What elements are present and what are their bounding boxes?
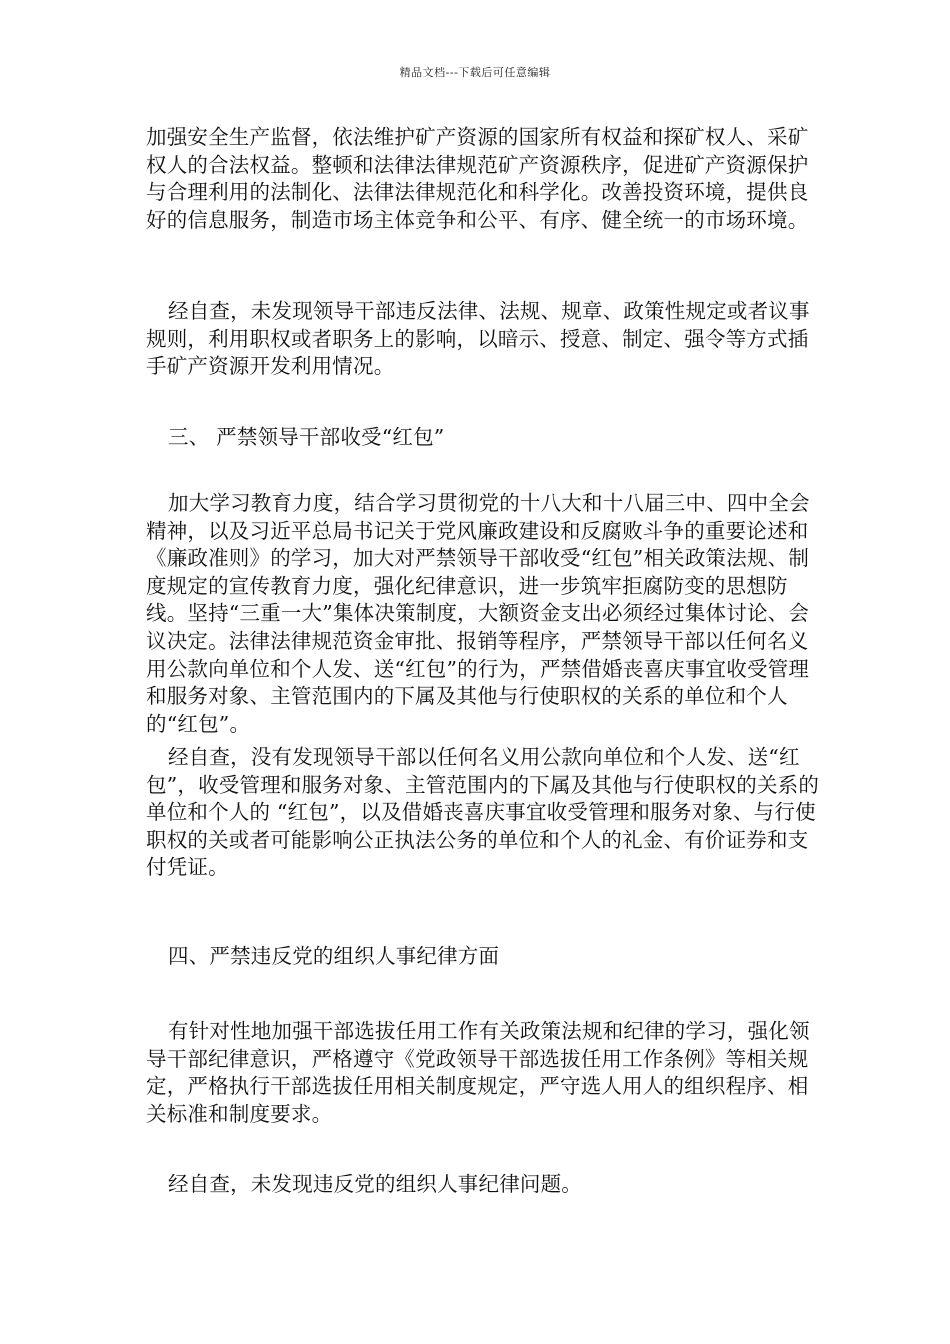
paragraph-self-check-personnel: 经自查，未发现违反党的组织人事纪律问题。 <box>168 1172 582 1196</box>
section-heading-red-envelope: 三、 严禁领导干部收受“红包” <box>168 425 445 449</box>
paragraph-mineral-supervision: 加强安全生产监督，依法维护矿产资源的国家所有权益和探矿权人、采矿权人的合法权益。整顿和法律法律规范矿产资源秩序，促进矿产资源保护与合理利用的法制化、法律法律规范化和科学化。改善投资环境，提供良好的信息服务，制造市场主体竞争和公平、有序、健全统一的市场环境。 <box>146 125 809 232</box>
paragraph-cadre-selection: 有针对性地加强干部选拔任用工作有关政策法规和纪律的学习，强化领导干部纪律意识，严格遵守《党政领导干部选拔任用工作条例》等相关规定，严格执行干部选拔任用相关制度规定，严守选人用人的组织程序、相关标准和制度要求。 <box>146 1019 810 1126</box>
paragraph-self-check-mineral: 经自查，未发现领导干部违反法律、法规、规章、政策性规定或者议事规则，利用职权或者职务上的影响，以暗示、授意、制定、强令等方式插手矿产资源开发利用情况。 <box>146 299 810 379</box>
paragraph-self-check-red-envelope: 经自查，没有发现领导干部以任何名义用公款向单位和个人发、送“红包”，收受管理和服务对象、主管范围内的下属及其他与行使职权的关系的单位和个人的 “红包”，以及借婚丧喜庆事宜收受管理和服务对象、与行使职权的关或者可能影响公正执法公务的单位和个人的礼金、有价证券和支付凭证。 <box>146 745 820 880</box>
page-header: 精品文档---下载后可任意编辑 <box>399 66 551 79</box>
section-heading-personnel-discipline: 四、严禁违反党的组织人事纪律方面 <box>168 944 500 968</box>
paragraph-education-measures: 加大学习教育力度，结合学习贯彻党的十八大和十八届三中、四中全会精神，以及习近平总局书记关于党风廉政建设和反腐败斗争的重要论述和《廉政准则》的学习，加大对严禁领导干部收受“红包”相关政策法规、制度规定的宣传教育力度，强化纪律意识，进一步筑牢拒腐防变的思想防线。坚持“三重一大”集体决策制度，大额资金支出必须经过集体讨论、会议决定。法律法律规范资金审批、报销等程序，严禁领导干部以任何名义用公款向单位和个人发、送“红包”的行为，严禁借婚丧喜庆事宜收受管理和服务对象、主管范围内的下属及其他与行使职权的关系的单位和个人的“红包”。 <box>146 491 810 736</box>
